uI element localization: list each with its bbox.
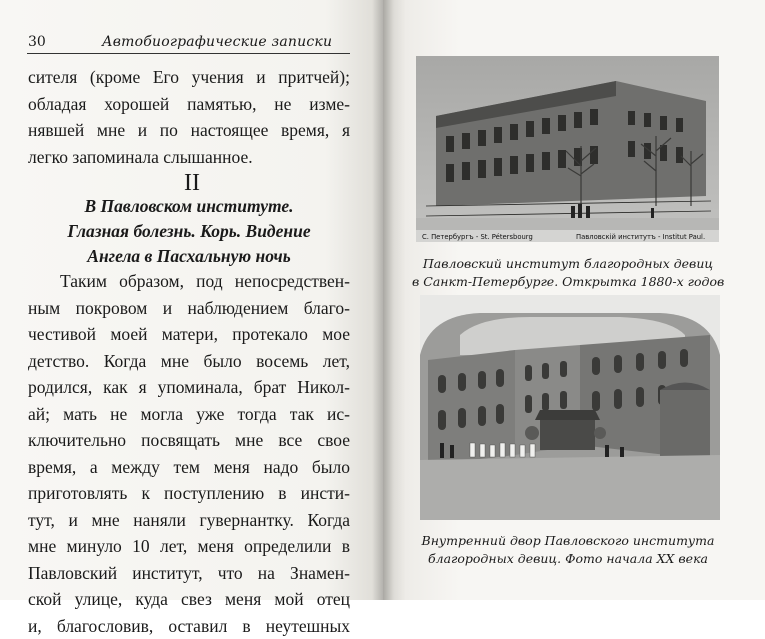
text-line: легко запоминала слышанное. xyxy=(28,144,350,171)
chapter-number: II xyxy=(184,170,200,197)
paragraph-2 xyxy=(28,268,350,639)
text-line: сителя (кроме Его учения и притчей); xyxy=(28,64,350,91)
postcard-right-label: Павловскiй институтъ - Institut Paul. xyxy=(576,233,705,241)
text-line: тут, и мне наняли гувернантку. Когда xyxy=(28,507,350,534)
text-line: обладая хорошей памятью, не изме- xyxy=(28,91,350,118)
caption-line: Павловский институт благородных девиц xyxy=(412,255,724,273)
text-line: Таким образом, под непосредствен- xyxy=(28,268,350,295)
postcard-photo xyxy=(416,56,719,242)
text-line: ской улице, куда свез меня мой отец xyxy=(28,586,350,613)
photo2-caption xyxy=(412,532,724,568)
caption-line: в Санкт-Петербурге. Открытка 1880-х годов xyxy=(412,273,724,291)
caption-line: благородных девиц. Фото начала XX века xyxy=(412,550,724,568)
text-line: Павловский институт, что на Знамен- xyxy=(28,560,350,587)
text-line: ключительно посвящать мне все свое xyxy=(28,427,350,454)
chapter-title-line: В Павловском институте. xyxy=(28,194,350,219)
header-rule xyxy=(27,53,350,54)
chapter-title xyxy=(28,194,350,269)
text-line: нявшей мне и по настоящее время, я xyxy=(28,117,350,144)
page-number: 30 xyxy=(28,34,46,50)
courtyard-illustration xyxy=(420,295,720,520)
running-title: Автобиографические записки xyxy=(102,34,332,50)
text-line: и, благословив, оставил в неутешных xyxy=(28,613,350,639)
institute-building-illustration xyxy=(416,56,719,242)
text-line: мне минуло 10 лет, меня определили в xyxy=(28,533,350,560)
text-line: приготовлять к поступлению в инсти- xyxy=(28,480,350,507)
chapter-title-line: Глазная болезнь. Корь. Видение xyxy=(28,219,350,244)
paragraph-1 xyxy=(28,64,350,170)
text-line: ай; мать не могла уже тогда так ис- xyxy=(28,401,350,428)
courtyard-photo xyxy=(420,295,720,520)
postcard-left-label: С. Петербургъ - St. Pétersbourg xyxy=(422,233,533,241)
photo1-caption xyxy=(412,255,724,291)
text-line: ным покровом и наблюдением благо- xyxy=(28,295,350,322)
book-gutter xyxy=(372,0,394,600)
chapter-title-line: Ангела в Пасхальную ночь xyxy=(28,244,350,269)
text-line: детство. Когда мне было восемь лет, xyxy=(28,348,350,375)
text-line: родился, как я упоминала, брат Никол- xyxy=(28,374,350,401)
text-line: честивой моей матери, протекало мое xyxy=(28,321,350,348)
caption-line: Внутренний двор Павловского института xyxy=(412,532,724,550)
text-line: время, а между тем меня надо было xyxy=(28,454,350,481)
